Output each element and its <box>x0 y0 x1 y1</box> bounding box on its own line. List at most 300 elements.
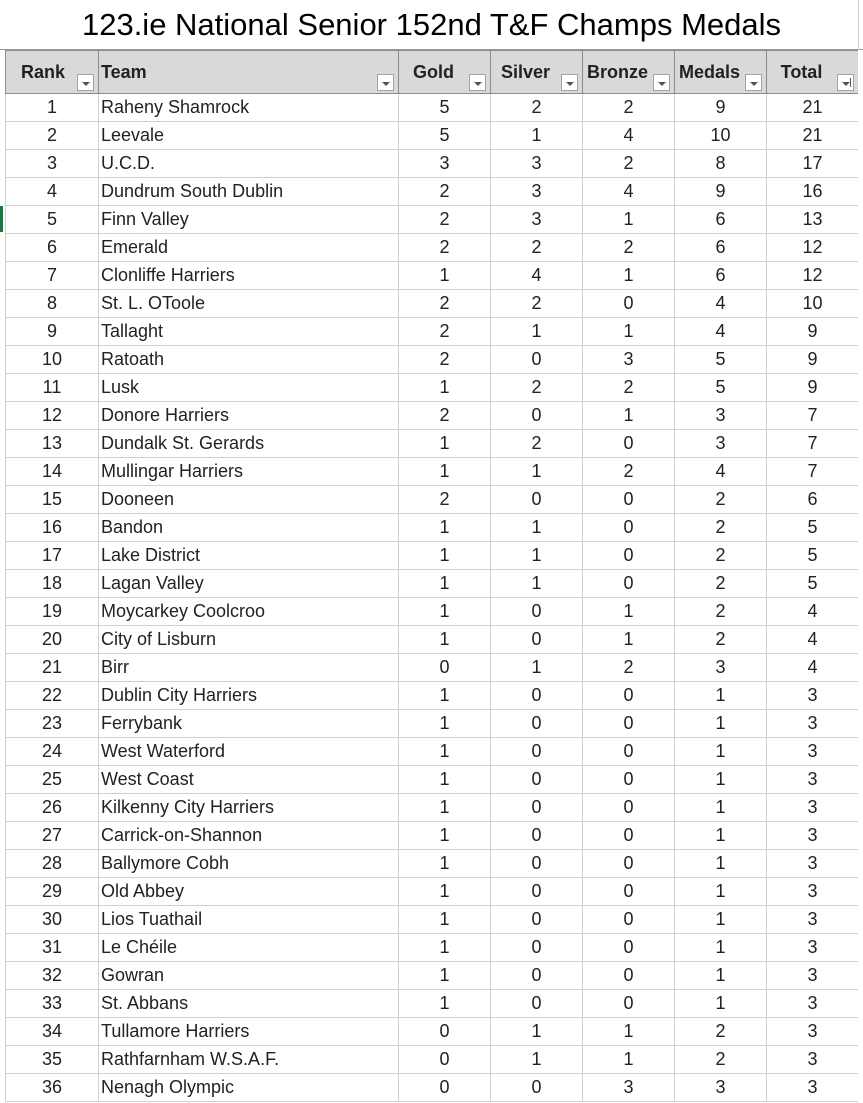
total-cell[interactable]: 9 <box>767 374 859 402</box>
table-row <box>6 1046 859 1074</box>
total-cell[interactable]: 21 <box>767 122 859 150</box>
table-row <box>6 626 859 654</box>
gold-cell[interactable]: 3 <box>399 150 491 178</box>
column-header-label: Gold <box>413 62 454 82</box>
rank-cell[interactable]: 9 <box>6 318 99 346</box>
gold-cell[interactable]: 5 <box>399 94 491 122</box>
gold-cell[interactable]: 1 <box>399 262 491 290</box>
rank-cell[interactable]: 26 <box>6 794 99 822</box>
table-row <box>6 206 859 234</box>
silver-cell[interactable]: 1 <box>491 1046 583 1074</box>
medals-cell[interactable]: 1 <box>675 682 767 710</box>
silver-cell[interactable]: 2 <box>491 94 583 122</box>
medals-cell[interactable]: 4 <box>675 318 767 346</box>
medals-cell[interactable]: 2 <box>675 486 767 514</box>
column-header-label: Rank <box>20 62 65 82</box>
team-cell[interactable]: Gowran <box>99 962 399 990</box>
bronze-cell[interactable]: 0 <box>583 682 675 710</box>
table-row <box>6 486 859 514</box>
rank-cell[interactable]: 6 <box>6 234 99 262</box>
team-cell[interactable]: Ratoath <box>99 346 399 374</box>
rank-cell[interactable]: 25 <box>6 766 99 794</box>
rank-cell[interactable]: 35 <box>6 1046 99 1074</box>
team-cell[interactable]: Leevale <box>99 122 399 150</box>
filter-dropdown-icon[interactable] <box>561 74 578 91</box>
table-row <box>6 878 859 906</box>
table-row <box>6 374 859 402</box>
team-cell[interactable]: Rathfarnham W.S.A.F. <box>99 1046 399 1074</box>
team-cell[interactable]: Emerald <box>99 234 399 262</box>
bronze-cell[interactable]: 0 <box>583 486 675 514</box>
bronze-cell[interactable]: 0 <box>583 906 675 934</box>
bronze-cell[interactable]: 3 <box>583 1074 675 1102</box>
team-cell[interactable]: Lusk <box>99 374 399 402</box>
bronze-cell[interactable]: 0 <box>583 850 675 878</box>
bronze-cell[interactable]: 2 <box>583 374 675 402</box>
silver-cell[interactable]: 0 <box>491 738 583 766</box>
gold-cell[interactable]: 1 <box>399 822 491 850</box>
team-cell[interactable]: Dooneen <box>99 486 399 514</box>
bronze-cell[interactable]: 0 <box>583 570 675 598</box>
gold-cell[interactable]: 0 <box>399 1046 491 1074</box>
table-row <box>6 542 859 570</box>
rank-cell[interactable]: 3 <box>6 150 99 178</box>
table-row <box>6 402 859 430</box>
column-header-rank[interactable] <box>6 51 99 94</box>
team-cell[interactable]: Lake District <box>99 542 399 570</box>
total-cell[interactable]: 3 <box>767 682 859 710</box>
rank-cell[interactable]: 29 <box>6 878 99 906</box>
rank-cell[interactable]: 14 <box>6 458 99 486</box>
silver-cell[interactable]: 0 <box>491 626 583 654</box>
gold-cell[interactable]: 2 <box>399 346 491 374</box>
medals-cell[interactable]: 2 <box>675 570 767 598</box>
silver-cell[interactable]: 0 <box>491 1074 583 1102</box>
cell-border <box>858 0 859 50</box>
column-header-label: Bronze <box>586 62 648 82</box>
team-cell[interactable]: Mullingar Harriers <box>99 458 399 486</box>
gold-cell[interactable]: 1 <box>399 738 491 766</box>
active-row-marker <box>0 206 3 232</box>
team-cell[interactable]: Tullamore Harriers <box>99 1018 399 1046</box>
team-cell[interactable]: St. Abbans <box>99 990 399 1018</box>
team-cell[interactable]: Moycarkey Coolcroo <box>99 598 399 626</box>
filter-dropdown-icon[interactable] <box>745 74 762 91</box>
bronze-cell[interactable]: 0 <box>583 542 675 570</box>
medals-cell[interactable]: 4 <box>675 458 767 486</box>
total-cell[interactable]: 3 <box>767 1018 859 1046</box>
medals-cell[interactable]: 2 <box>675 1018 767 1046</box>
rank-cell[interactable]: 19 <box>6 598 99 626</box>
rank-cell[interactable]: 18 <box>6 570 99 598</box>
bronze-cell[interactable]: 0 <box>583 738 675 766</box>
rank-cell[interactable]: 17 <box>6 542 99 570</box>
gold-cell[interactable]: 1 <box>399 514 491 542</box>
rank-cell[interactable]: 36 <box>6 1074 99 1102</box>
bronze-cell[interactable]: 0 <box>583 290 675 318</box>
silver-cell[interactable]: 0 <box>491 962 583 990</box>
gold-cell[interactable]: 1 <box>399 962 491 990</box>
gold-cell[interactable]: 2 <box>399 318 491 346</box>
bronze-cell[interactable]: 1 <box>583 262 675 290</box>
bronze-cell[interactable]: 1 <box>583 206 675 234</box>
silver-cell[interactable]: 1 <box>491 654 583 682</box>
filter-dropdown-icon[interactable] <box>653 74 670 91</box>
total-cell[interactable]: 4 <box>767 654 859 682</box>
filter-dropdown-icon[interactable] <box>377 74 394 91</box>
medals-cell[interactable]: 2 <box>675 542 767 570</box>
silver-cell[interactable]: 0 <box>491 878 583 906</box>
team-cell[interactable]: Birr <box>99 654 399 682</box>
total-cell[interactable]: 3 <box>767 850 859 878</box>
medals-cell[interactable]: 10 <box>675 122 767 150</box>
rank-cell[interactable]: 8 <box>6 290 99 318</box>
medals-cell[interactable]: 2 <box>675 626 767 654</box>
silver-cell[interactable]: 4 <box>491 262 583 290</box>
rank-cell[interactable]: 32 <box>6 962 99 990</box>
total-cell[interactable]: 3 <box>767 990 859 1018</box>
table-row <box>6 990 859 1018</box>
total-cell[interactable]: 7 <box>767 458 859 486</box>
bronze-cell[interactable]: 0 <box>583 794 675 822</box>
column-header-silver[interactable] <box>491 51 583 94</box>
rank-cell[interactable]: 12 <box>6 402 99 430</box>
gold-cell[interactable]: 1 <box>399 430 491 458</box>
gold-cell[interactable]: 1 <box>399 990 491 1018</box>
medals-cell[interactable]: 3 <box>675 402 767 430</box>
silver-cell[interactable]: 0 <box>491 934 583 962</box>
table-row <box>6 122 859 150</box>
total-cell[interactable]: 3 <box>767 738 859 766</box>
silver-cell[interactable]: 1 <box>491 122 583 150</box>
team-cell[interactable]: City of Lisburn <box>99 626 399 654</box>
gold-cell[interactable]: 0 <box>399 1074 491 1102</box>
team-cell[interactable]: Kilkenny City Harriers <box>99 794 399 822</box>
medals-cell[interactable]: 4 <box>675 290 767 318</box>
header-row <box>6 51 859 94</box>
total-cell[interactable]: 3 <box>767 1074 859 1102</box>
rank-cell[interactable]: 16 <box>6 514 99 542</box>
table-row <box>6 514 859 542</box>
team-cell[interactable]: Ferrybank <box>99 710 399 738</box>
team-cell[interactable]: Carrick-on-Shannon <box>99 822 399 850</box>
silver-cell[interactable]: 0 <box>491 850 583 878</box>
gold-cell[interactable]: 2 <box>399 234 491 262</box>
silver-cell[interactable]: 1 <box>491 542 583 570</box>
gold-cell[interactable]: 1 <box>399 850 491 878</box>
total-cell[interactable]: 21 <box>767 94 859 122</box>
column-header-medals[interactable] <box>675 51 767 94</box>
medals-cell[interactable]: 1 <box>675 794 767 822</box>
medals-cell[interactable]: 1 <box>675 934 767 962</box>
table-row <box>6 150 859 178</box>
silver-cell[interactable]: 3 <box>491 150 583 178</box>
rank-cell[interactable]: 1 <box>6 94 99 122</box>
team-cell[interactable]: Clonliffe Harriers <box>99 262 399 290</box>
silver-cell[interactable]: 1 <box>491 318 583 346</box>
bronze-cell[interactable]: 0 <box>583 878 675 906</box>
medals-cell[interactable]: 3 <box>675 1074 767 1102</box>
total-cell[interactable]: 17 <box>767 150 859 178</box>
table-row <box>6 290 859 318</box>
silver-cell[interactable]: 0 <box>491 990 583 1018</box>
medals-cell[interactable]: 9 <box>675 178 767 206</box>
table-row <box>6 458 859 486</box>
rank-cell[interactable]: 15 <box>6 486 99 514</box>
total-cell[interactable]: 3 <box>767 878 859 906</box>
rank-cell[interactable]: 4 <box>6 178 99 206</box>
silver-cell[interactable]: 3 <box>491 206 583 234</box>
silver-cell[interactable]: 0 <box>491 486 583 514</box>
total-cell[interactable]: 3 <box>767 766 859 794</box>
rank-cell[interactable]: 5 <box>6 206 99 234</box>
gold-cell[interactable]: 0 <box>399 1018 491 1046</box>
table-row <box>6 262 859 290</box>
bronze-cell[interactable]: 1 <box>583 402 675 430</box>
table-row <box>6 794 859 822</box>
total-cell[interactable]: 5 <box>767 514 859 542</box>
team-cell[interactable]: Dublin City Harriers <box>99 682 399 710</box>
gold-cell[interactable]: 2 <box>399 178 491 206</box>
team-cell[interactable]: Bandon <box>99 514 399 542</box>
team-cell[interactable]: Nenagh Olympic <box>99 1074 399 1102</box>
silver-cell[interactable]: 1 <box>491 514 583 542</box>
team-cell[interactable]: West Coast <box>99 766 399 794</box>
medals-cell[interactable]: 5 <box>675 346 767 374</box>
medals-cell[interactable]: 9 <box>675 94 767 122</box>
rank-cell[interactable]: 31 <box>6 934 99 962</box>
bronze-cell[interactable]: 2 <box>583 458 675 486</box>
bronze-cell[interactable]: 1 <box>583 626 675 654</box>
total-cell[interactable]: 10 <box>767 290 859 318</box>
total-cell[interactable]: 5 <box>767 542 859 570</box>
rank-cell[interactable]: 20 <box>6 626 99 654</box>
medals-cell[interactable]: 6 <box>675 234 767 262</box>
gold-cell[interactable]: 1 <box>399 794 491 822</box>
rank-cell[interactable]: 10 <box>6 346 99 374</box>
total-cell[interactable]: 4 <box>767 598 859 626</box>
bronze-cell[interactable]: 1 <box>583 1018 675 1046</box>
silver-cell[interactable]: 0 <box>491 906 583 934</box>
total-cell[interactable]: 7 <box>767 402 859 430</box>
silver-cell[interactable]: 0 <box>491 794 583 822</box>
bronze-cell[interactable]: 2 <box>583 94 675 122</box>
bronze-cell[interactable]: 0 <box>583 934 675 962</box>
filter-dropdown-icon[interactable] <box>469 74 486 91</box>
team-cell[interactable]: Le Chéile <box>99 934 399 962</box>
rank-cell[interactable]: 22 <box>6 682 99 710</box>
medals-cell[interactable]: 1 <box>675 878 767 906</box>
silver-cell[interactable]: 0 <box>491 710 583 738</box>
medals-cell[interactable]: 6 <box>675 206 767 234</box>
silver-cell[interactable]: 3 <box>491 178 583 206</box>
rank-cell[interactable]: 13 <box>6 430 99 458</box>
bronze-cell[interactable]: 0 <box>583 990 675 1018</box>
total-cell[interactable]: 3 <box>767 794 859 822</box>
silver-cell[interactable]: 0 <box>491 402 583 430</box>
bronze-cell[interactable]: 4 <box>583 122 675 150</box>
total-cell[interactable]: 9 <box>767 346 859 374</box>
gold-cell[interactable]: 1 <box>399 570 491 598</box>
bronze-cell[interactable]: 1 <box>583 1046 675 1074</box>
column-header-total[interactable] <box>767 51 859 94</box>
medals-cell[interactable]: 3 <box>675 654 767 682</box>
silver-cell[interactable]: 2 <box>491 430 583 458</box>
silver-cell[interactable]: 1 <box>491 1018 583 1046</box>
total-cell[interactable]: 3 <box>767 934 859 962</box>
gold-cell[interactable]: 5 <box>399 122 491 150</box>
total-cell[interactable]: 4 <box>767 626 859 654</box>
silver-cell[interactable]: 1 <box>491 570 583 598</box>
team-cell[interactable]: St. L. OToole <box>99 290 399 318</box>
medals-cell[interactable]: 3 <box>675 430 767 458</box>
silver-cell[interactable]: 1 <box>491 458 583 486</box>
medals-cell[interactable]: 1 <box>675 822 767 850</box>
gold-cell[interactable]: 1 <box>399 458 491 486</box>
rank-cell[interactable]: 30 <box>6 906 99 934</box>
column-header-team[interactable] <box>99 51 399 94</box>
bronze-cell[interactable]: 0 <box>583 430 675 458</box>
rank-cell[interactable]: 34 <box>6 1018 99 1046</box>
bronze-cell[interactable]: 0 <box>583 514 675 542</box>
team-cell[interactable]: Tallaght <box>99 318 399 346</box>
total-cell[interactable]: 6 <box>767 486 859 514</box>
medals-cell[interactable]: 8 <box>675 150 767 178</box>
team-cell[interactable]: West Waterford <box>99 738 399 766</box>
sort-descending-icon[interactable] <box>837 74 854 91</box>
medals-cell[interactable]: 2 <box>675 598 767 626</box>
gold-cell[interactable]: 1 <box>399 766 491 794</box>
gold-cell[interactable]: 1 <box>399 878 491 906</box>
rank-cell[interactable]: 21 <box>6 654 99 682</box>
column-header-bronze[interactable] <box>583 51 675 94</box>
gold-cell[interactable]: 1 <box>399 682 491 710</box>
silver-cell[interactable]: 2 <box>491 290 583 318</box>
sheet-title[interactable]: 123.ie National Senior 152nd T&F Champs Medals <box>81 7 782 42</box>
rank-cell[interactable]: 24 <box>6 738 99 766</box>
team-cell[interactable]: Dundrum South Dublin <box>99 178 399 206</box>
medals-cell[interactable]: 1 <box>675 710 767 738</box>
bronze-cell[interactable]: 0 <box>583 710 675 738</box>
table-row <box>6 178 859 206</box>
grid-margin-right <box>858 50 863 1103</box>
rank-cell[interactable]: 7 <box>6 262 99 290</box>
bronze-cell[interactable]: 0 <box>583 822 675 850</box>
rank-cell[interactable]: 28 <box>6 850 99 878</box>
bronze-cell[interactable]: 2 <box>583 234 675 262</box>
gold-cell[interactable]: 1 <box>399 542 491 570</box>
table-row <box>6 654 859 682</box>
bronze-cell[interactable]: 0 <box>583 962 675 990</box>
bronze-cell[interactable]: 2 <box>583 654 675 682</box>
silver-cell[interactable]: 0 <box>491 682 583 710</box>
total-cell[interactable]: 12 <box>767 234 859 262</box>
silver-cell[interactable]: 2 <box>491 374 583 402</box>
gold-cell[interactable]: 0 <box>399 654 491 682</box>
medals-cell[interactable]: 2 <box>675 514 767 542</box>
medals-cell[interactable]: 5 <box>675 374 767 402</box>
total-cell[interactable]: 7 <box>767 430 859 458</box>
rank-cell[interactable]: 11 <box>6 374 99 402</box>
silver-cell[interactable]: 2 <box>491 234 583 262</box>
title-row[interactable] <box>0 0 863 50</box>
team-cell[interactable]: Raheny Shamrock <box>99 94 399 122</box>
total-cell[interactable]: 5 <box>767 570 859 598</box>
medals-cell[interactable]: 1 <box>675 962 767 990</box>
bronze-cell[interactable]: 1 <box>583 318 675 346</box>
total-cell[interactable]: 3 <box>767 906 859 934</box>
table-row <box>6 906 859 934</box>
column-header-gold[interactable] <box>399 51 491 94</box>
gold-cell[interactable]: 1 <box>399 626 491 654</box>
column-header-label: Silver <box>500 62 551 82</box>
team-cell[interactable]: Dundalk St. Gerards <box>99 430 399 458</box>
rank-cell[interactable]: 27 <box>6 822 99 850</box>
team-cell[interactable]: Lios Tuathail <box>99 906 399 934</box>
medals-cell[interactable]: 1 <box>675 738 767 766</box>
bronze-cell[interactable]: 3 <box>583 346 675 374</box>
gold-cell[interactable]: 2 <box>399 486 491 514</box>
total-cell[interactable]: 3 <box>767 1046 859 1074</box>
medals-cell[interactable]: 1 <box>675 766 767 794</box>
medals-cell[interactable]: 6 <box>675 262 767 290</box>
total-cell[interactable]: 3 <box>767 710 859 738</box>
rank-cell[interactable]: 2 <box>6 122 99 150</box>
silver-cell[interactable]: 0 <box>491 822 583 850</box>
bronze-cell[interactable]: 4 <box>583 178 675 206</box>
team-cell[interactable]: Donore Harriers <box>99 402 399 430</box>
bronze-cell[interactable]: 2 <box>583 150 675 178</box>
gold-cell[interactable]: 1 <box>399 934 491 962</box>
gold-cell[interactable]: 2 <box>399 402 491 430</box>
table-row <box>6 850 859 878</box>
total-cell[interactable]: 13 <box>767 206 859 234</box>
total-cell[interactable]: 9 <box>767 318 859 346</box>
rank-cell[interactable]: 33 <box>6 990 99 1018</box>
medals-cell[interactable]: 1 <box>675 990 767 1018</box>
team-cell[interactable]: Lagan Valley <box>99 570 399 598</box>
team-cell[interactable]: U.C.D. <box>99 150 399 178</box>
rank-cell[interactable]: 23 <box>6 710 99 738</box>
table-row <box>6 430 859 458</box>
team-cell[interactable]: Old Abbey <box>99 878 399 906</box>
bronze-cell[interactable]: 0 <box>583 766 675 794</box>
column-header-label: Medals <box>678 62 741 82</box>
silver-cell[interactable]: 0 <box>491 346 583 374</box>
gold-cell[interactable]: 2 <box>399 290 491 318</box>
table-row <box>6 682 859 710</box>
gold-cell[interactable]: 1 <box>399 598 491 626</box>
team-cell[interactable]: Ballymore Cobh <box>99 850 399 878</box>
medals-cell[interactable]: 1 <box>675 850 767 878</box>
gold-cell[interactable]: 1 <box>399 374 491 402</box>
table-row <box>6 1074 859 1102</box>
silver-cell[interactable]: 0 <box>491 598 583 626</box>
total-cell[interactable]: 3 <box>767 822 859 850</box>
total-cell[interactable]: 16 <box>767 178 859 206</box>
gold-cell[interactable]: 1 <box>399 906 491 934</box>
gold-cell[interactable]: 1 <box>399 710 491 738</box>
filter-dropdown-icon[interactable] <box>77 74 94 91</box>
medals-cell[interactable]: 2 <box>675 1046 767 1074</box>
total-cell[interactable]: 12 <box>767 262 859 290</box>
medals-cell[interactable]: 1 <box>675 906 767 934</box>
bronze-cell[interactable]: 1 <box>583 598 675 626</box>
team-cell[interactable]: Finn Valley <box>99 206 399 234</box>
silver-cell[interactable]: 0 <box>491 766 583 794</box>
total-cell[interactable]: 3 <box>767 962 859 990</box>
gold-cell[interactable]: 2 <box>399 206 491 234</box>
